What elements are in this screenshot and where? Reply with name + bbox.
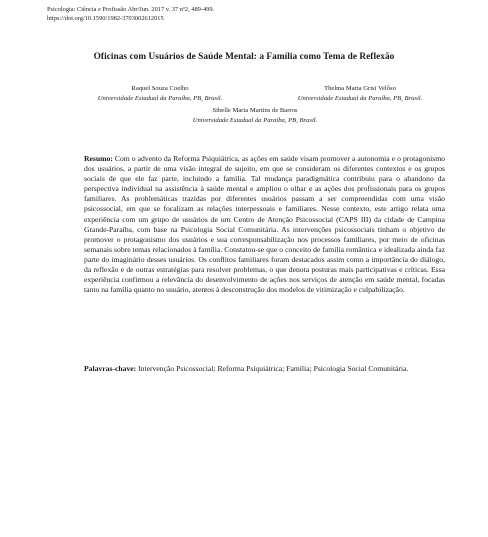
journal-header (47, 6, 214, 23)
author-affiliation: Universidade Estadual da Paraíba, PB, Brasil. (97, 94, 223, 102)
article-title: Oficinas com Usuários de Saúde Mental: a Família como Tema de Reflexão (93, 52, 395, 62)
journal-citation: Psicologia: Ciência e Profissão Abr/Jun. 2017 v. 37 nº2, 489-499. (47, 6, 215, 13)
abstract-label: Resumo: (84, 154, 115, 163)
author-name: Raquel Souza Coelho (131, 85, 189, 92)
keywords (84, 364, 445, 374)
abstract-text: Com o advento da Reforma Psiquiátrica, as ações em saúde visam promover a autonomia e o protagonismo dos usuários, a partir de uma visão integral de sujeito, em que se consideram os diferentes contextos e os grupos sociais de que ele faz parte, incluindo a família. Tal mudança paradigmática contribuiu para o abandono da perspectiva individual na assistência à saúde mental e ampliou o olhar e as ações dos profissionais para os grupos familiares. As problemáticas trazidas por diferentes usuários passam a ser compreendidas com uma visão psicossocial, em que se focalizam as relações interpessoais e familiares. Nesse contexto, este artigo relata uma experiência com um grupo de usuários de um Centro de Atenção Psicossocial (CAPS III) da cidade de Campina Grande-Paraíba, com base na Psicologia Social Comunitária. As intervenções psicossociais tinham o objetivo de promover o protagonismo dos usuários e sua corresponsabilização nos processos familiares, por meio de oficinas semanais sobre temas relacionados à família. Constatou-se que o conceito de família romântica e idealizada ainda faz parte do imaginário desses usuários. Os conflitos familiares foram destacados assim como a importância do diálogo, da reflexão e de outras estratégias para resolver problemas, o que denota posturas mais participativas e críticas. Essa experiência confirmou a relevância do desenvolvimento de ações nos serviços de atenção em saúde mental, focadas tanto na família quanto no usuário, atentos à desconstrução dos modelos de vitimização e culpabilização. (84, 154, 445, 295)
author-3 (180, 106, 330, 125)
keywords-text: Intervenção Psicossocial; Reforma Psiquiátrica; Família; Psicologia Social Comunitária. (138, 364, 409, 373)
doi-link[interactable]: https://doi.org/10.1590/1982-3703002612015 (47, 14, 164, 22)
author-1 (85, 84, 235, 103)
author-name: Sibelle Maria Martins de Barros (212, 107, 298, 114)
keywords-label: Palavras-chave: (84, 364, 139, 373)
author-2 (275, 84, 445, 103)
abstract (84, 154, 445, 295)
author-affiliation: Universidade Estadual da Paraíba, PB, Brasil. (192, 116, 318, 124)
author-name: Thelma Maria Grisi Velôso (324, 85, 396, 92)
author-affiliation: Universidade Estadual da Paraíba, PB, Brasil. (297, 94, 423, 102)
